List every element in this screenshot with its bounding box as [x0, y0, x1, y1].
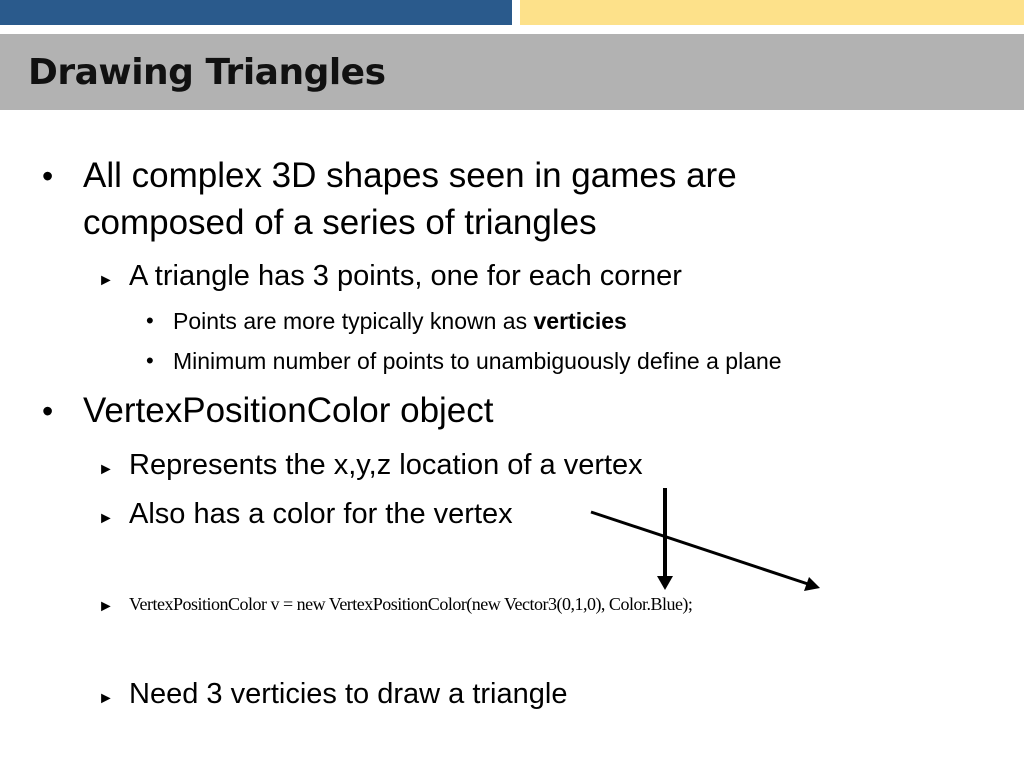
- arrow-bullet-marker: ►: [98, 510, 114, 527]
- bullet-marker: •: [42, 158, 54, 194]
- code-example: VertexPositionColor v = new VertexPositionColor(new Vector3(0,1,0), Color.Blue);: [129, 594, 693, 614]
- bullet-color: Also has a color for the vertex: [129, 498, 513, 530]
- arrow-bullet-marker: ►: [98, 598, 114, 615]
- bullet-triangle-points: A triangle has 3 points, one for each corner: [129, 260, 682, 292]
- diagonal-arrow-shaft: [591, 512, 808, 584]
- vertical-arrow-head: [657, 576, 673, 590]
- slide-title: Drawing Triangles: [28, 52, 386, 93]
- arrow-bullet-marker: ►: [98, 690, 114, 707]
- bullet-complex-shapes-line1: All complex 3D shapes seen in games are: [83, 156, 737, 195]
- bullet-verticies-prefix: Points are more typically known as: [173, 308, 534, 334]
- bullet-location: Represents the x,y,z location of a vertex: [129, 449, 643, 481]
- bullet-marker: •: [42, 393, 54, 429]
- bullet-marker: •: [146, 348, 154, 373]
- bullet-complex-shapes-line2: composed of a series of triangles: [83, 203, 597, 242]
- bullet-need-3-verticies: Need 3 verticies to draw a triangle: [129, 678, 568, 710]
- bullet-vertexpositioncolor: VertexPositionColor object: [83, 391, 494, 430]
- bullet-verticies-bold: verticies: [533, 308, 627, 334]
- bullet-marker: •: [146, 308, 154, 333]
- arrow-bullet-marker: ►: [98, 461, 114, 478]
- arrow-bullet-marker: ►: [98, 272, 114, 289]
- bullet-minimum-points: Minimum number of points to unambiguously define a plane: [173, 348, 782, 374]
